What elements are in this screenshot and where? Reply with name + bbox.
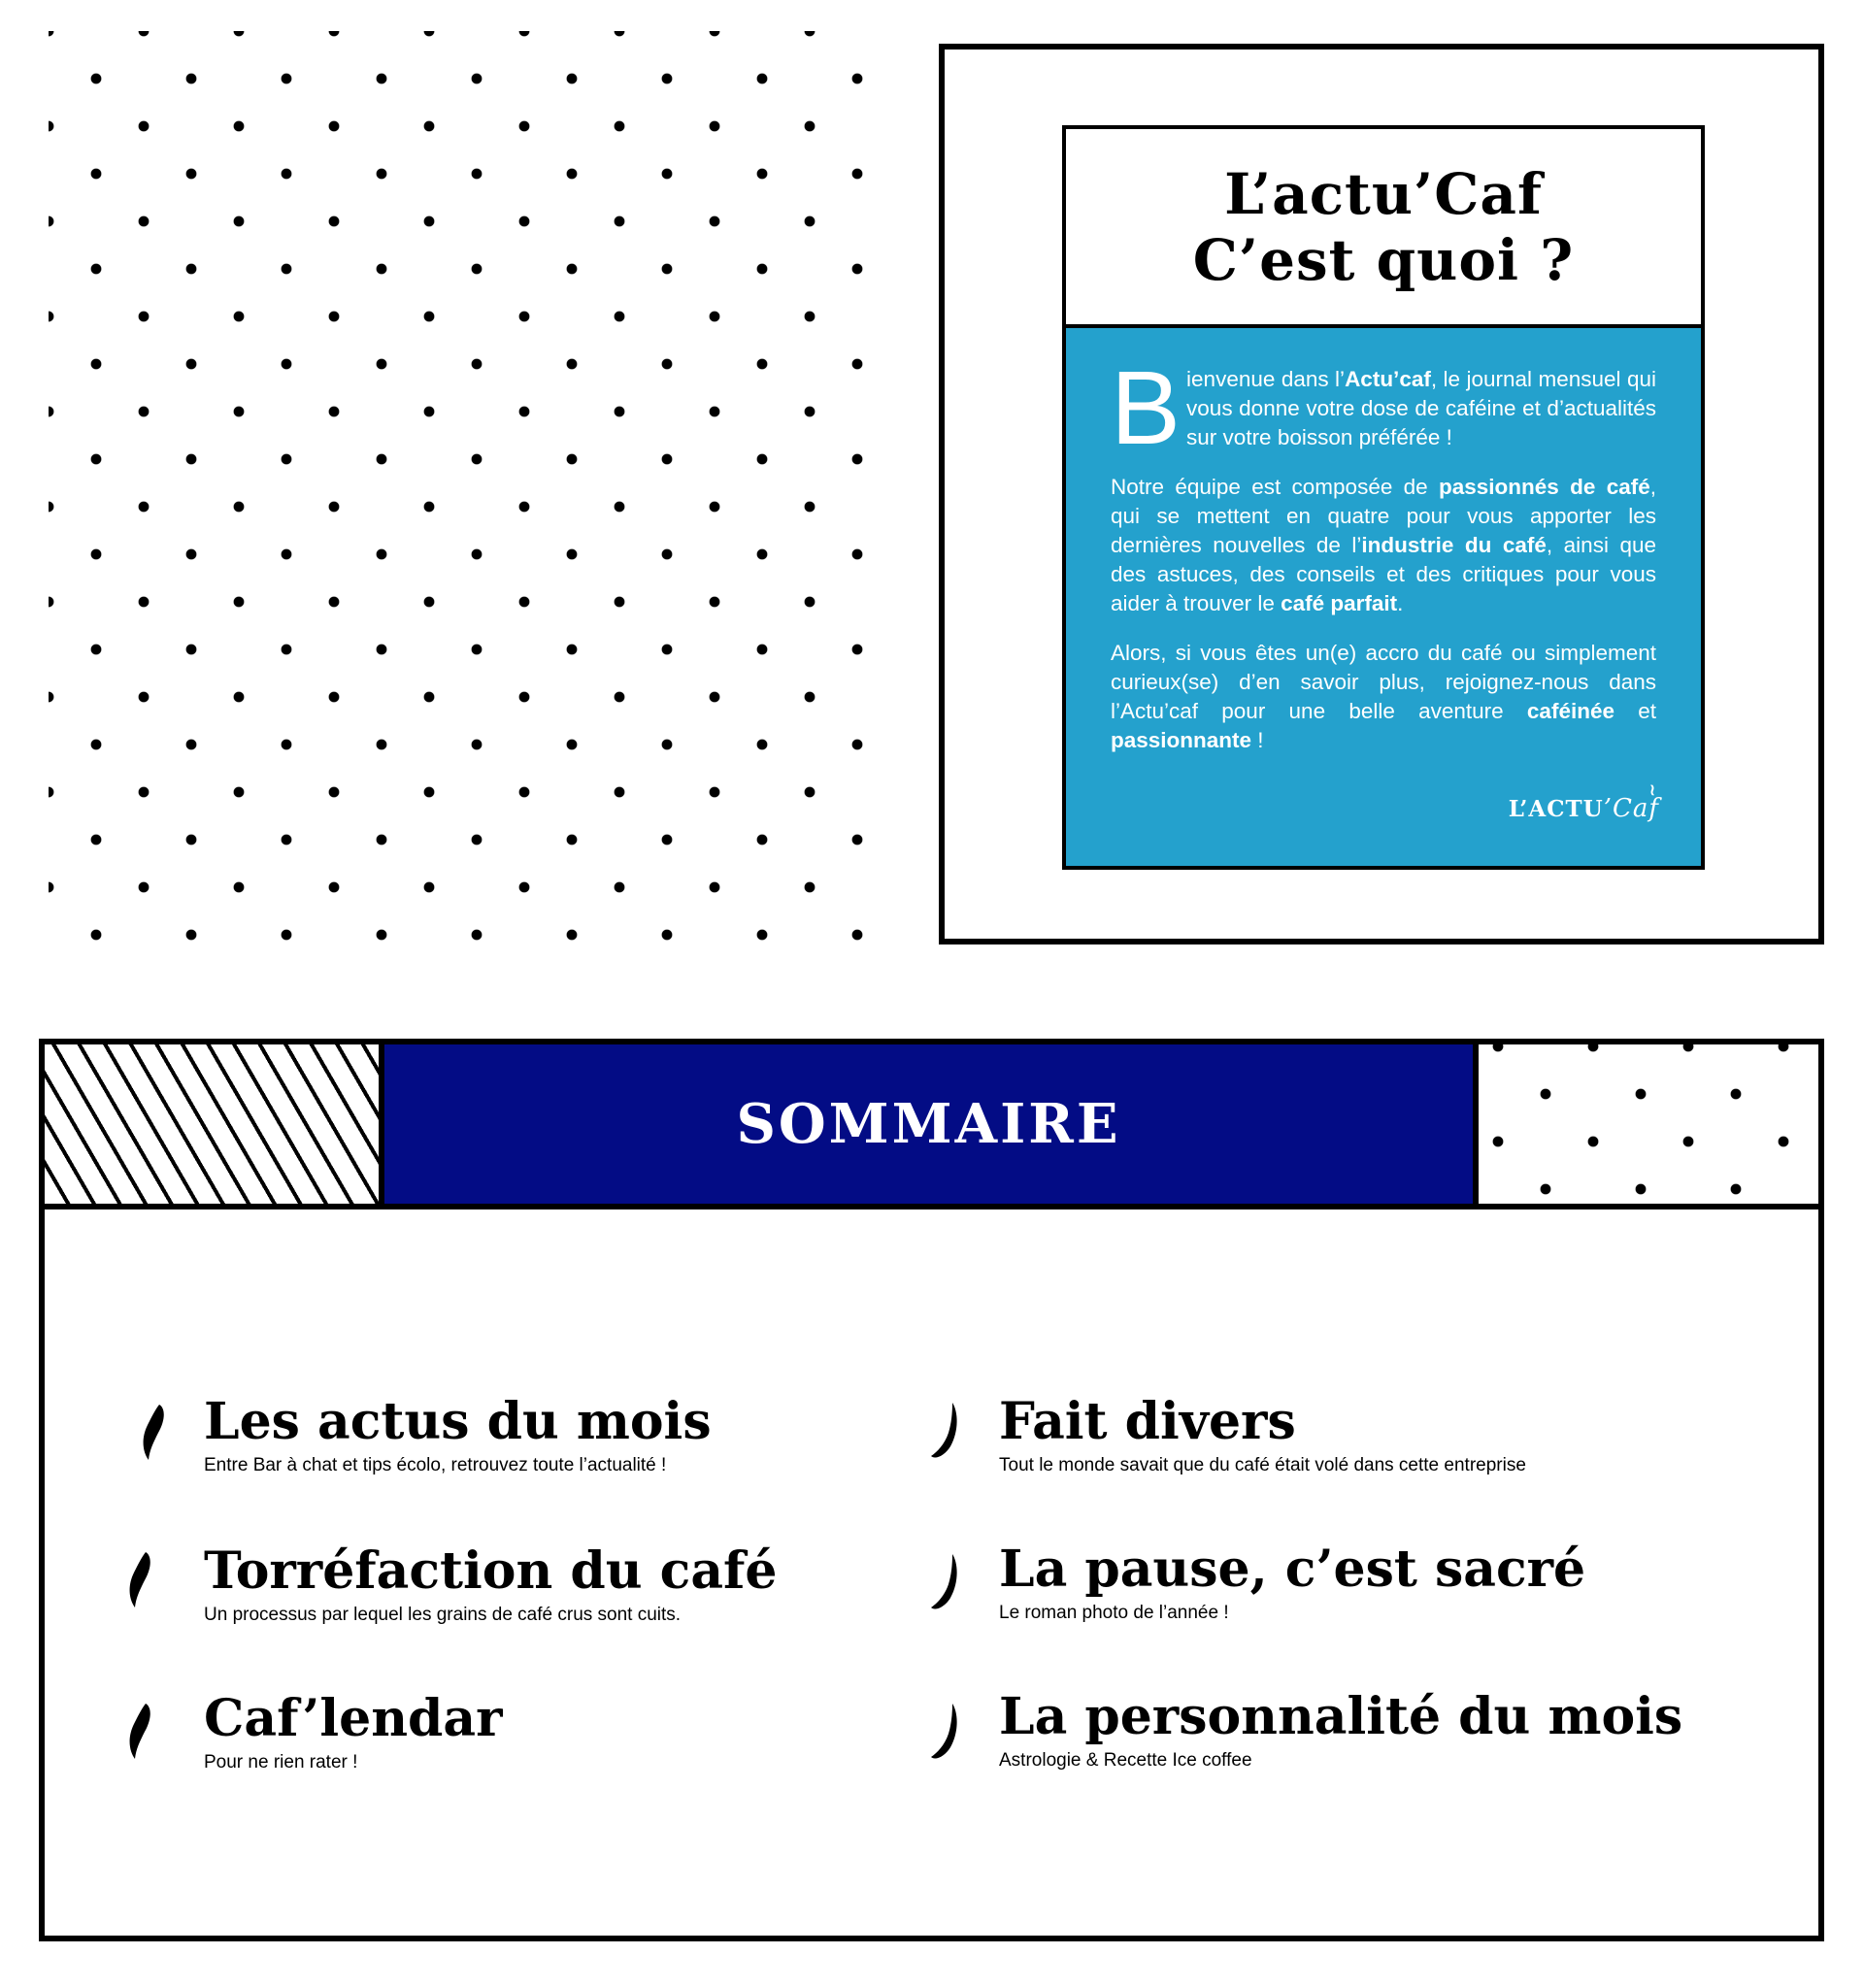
intro-title-box (1066, 129, 1701, 328)
coffee-bean-icon (929, 1703, 960, 1761)
coffee-bean-icon (128, 1703, 153, 1761)
toc-title: La personnalité du mois (999, 1687, 1683, 1746)
toc-title: Les actus du mois (204, 1392, 712, 1451)
intro-paragraph-3: Alors, si vous êtes un(e) accro du café ou simplement curieux(se) d’en savoir plus, rejoignez-nous dans l’Actu’caf pour une belle aventure caféinée et passionnante ! (1111, 641, 1656, 752)
coffee-bean-icon (142, 1404, 167, 1462)
hatch-pattern-decoration (45, 1044, 384, 1204)
coffee-bean-icon (128, 1551, 153, 1609)
toc-title: La pause, c’est sacré (999, 1540, 1586, 1599)
toc-item-pause[interactable] (999, 1541, 1585, 1625)
actucaf-logo: L’ACTU’Caf≀ (1508, 780, 1659, 823)
drop-cap: B (1111, 348, 1182, 466)
toc-subtitle: Pour ne rien rater ! (204, 1752, 358, 1773)
coffee-bean-icon (929, 1553, 960, 1611)
intro-paragraph-2: Notre équipe est composée de passionnés de café, qui se mettent en quatre pour vous apporter les dernières nouvelles de l’industrie du café, ainsi que des astuces, des conseils et des critiques pour vous aider à trouver le café parfait. (1111, 475, 1656, 615)
sommaire-band (384, 1044, 1479, 1204)
sommaire-title: SOMMAIRE (736, 1092, 1121, 1156)
toc-title: Torréfaction du café (204, 1541, 778, 1601)
toc-subtitle: Un processus par lequel les grains de café crus sont cuits. (204, 1605, 682, 1625)
intro-paragraph-1: Bienvenue dans l’Actu’caf, le journal mensuel qui vous donne votre dose de caféine et d’actualités sur votre boisson préférée ! (1111, 348, 1656, 466)
toc-item-fait-divers[interactable] (999, 1394, 1526, 1477)
toc-title: Fait divers (999, 1392, 1296, 1451)
toc-item-personnalite[interactable] (999, 1689, 1682, 1773)
sommaire-frame (39, 1039, 1824, 1941)
intro-body (1066, 328, 1701, 866)
steam-icon: ≀ (1649, 780, 1656, 799)
toc-subtitle: Le roman photo de l’année ! (999, 1603, 1229, 1623)
coffee-bean-icon (929, 1402, 960, 1460)
toc-item-caflendar[interactable] (204, 1691, 502, 1774)
dot-pattern-decoration (49, 31, 893, 963)
toc-subtitle: Tout le monde savait que du café était volé dans cette entreprise (999, 1455, 1526, 1475)
header-dot-pattern (1479, 1044, 1818, 1204)
sommaire-header (45, 1044, 1818, 1209)
intro-title-line-1: L’actu’Caf (1224, 160, 1543, 227)
toc-title: Caf’lendar (204, 1689, 503, 1748)
toc-subtitle: Astrologie & Recette Ice coffee (999, 1750, 1252, 1771)
toc-item-actus[interactable] (204, 1394, 712, 1477)
toc-subtitle: Entre Bar à chat et tips écolo, retrouvez toute l’actualité ! (204, 1455, 667, 1475)
toc-item-torrefaction[interactable] (204, 1543, 777, 1627)
intro-title-line-2: C’est quoi ? (1192, 226, 1575, 293)
intro-card (1062, 125, 1705, 870)
